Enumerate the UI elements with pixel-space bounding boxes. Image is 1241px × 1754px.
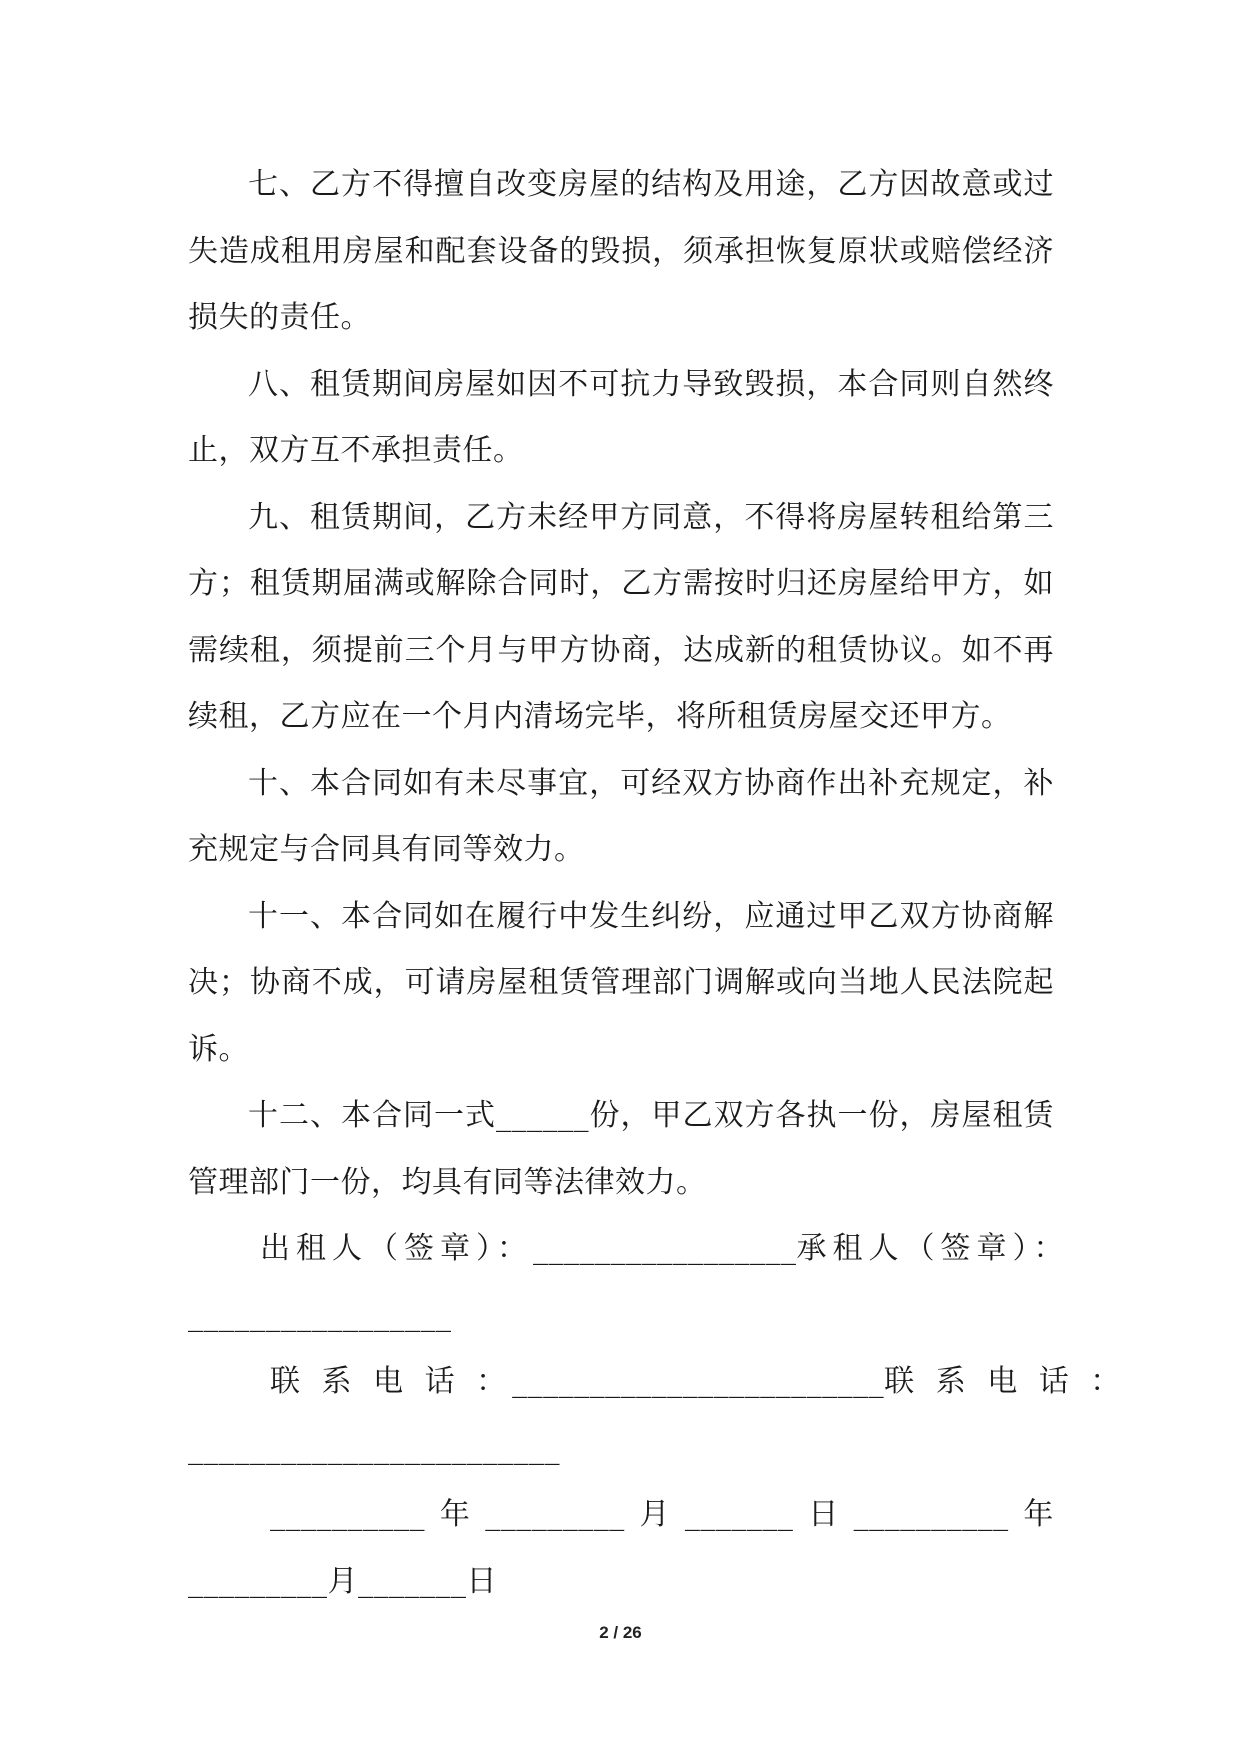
signature-block [188, 1216, 1127, 1615]
lessor-day-label: 日 [808, 1497, 839, 1532]
lessee-signature-blank: _________________ [188, 1297, 452, 1333]
lessee-month-blank: _________ [188, 1563, 328, 1599]
lessor-year-blank: __________ [270, 1497, 425, 1532]
lessee-day-label: 日 [466, 1563, 497, 1599]
lessee-year-blank: __________ [853, 1497, 1009, 1532]
clause-7: 七、乙方不得擅自改变房屋的结构及用途，乙方因故意或过失造成租用房屋和配套设备的毁损，须承担恢复原状或赔偿经济损失的责任。 [188, 167, 1054, 335]
lessee-year-label: 年 [1023, 1497, 1054, 1532]
lessee-month-label: 月 [327, 1563, 358, 1599]
lessor-label: 出租人（签章）： [260, 1231, 533, 1266]
clause-9: 九、租赁期间，乙方未经甲方同意，不得将房屋转租给第三方；租赁期届满或解除合同时，乙方需按时归还房屋给甲方，如需续租，须提前三个月与甲方协商，达成新的租赁协议。如不再续租，乙方应在一个月内清场完毕，将所租赁房屋交还甲方。 [188, 499, 1054, 734]
phone-row [188, 1349, 1127, 1416]
lessee-phone-blank: ________________________ [188, 1430, 560, 1466]
document-body [188, 152, 1127, 1615]
lessee-phone-row [188, 1416, 1054, 1483]
date-row [188, 1482, 1054, 1549]
lessor-year-label: 年 [439, 1497, 471, 1532]
lessor-month-blank: _________ [485, 1497, 625, 1532]
lessee-label: 承租人（签章）： [796, 1231, 1070, 1266]
clause-8: 八、租赁期间房屋如因不可抗力导致毁损，本合同则自然终止，双方互不承担责任。 [188, 366, 1054, 468]
lessor-phone-blank: ________________________ [512, 1364, 885, 1399]
lessor-phone-label: 联 系 电 话 ： [270, 1364, 513, 1399]
lessor-signature-blank: _________________ [533, 1231, 797, 1266]
lessee-day-blank: _______ [358, 1563, 467, 1599]
lessee-date-row [188, 1549, 1054, 1616]
page-number: 2 / 26 [599, 1623, 642, 1642]
clause-10: 十、本合同如有未尽事宜，可经双方协商作出补充规定，补充规定与合同具有同等效力。 [188, 765, 1054, 867]
clause-12: 十二、本合同一式______份，甲乙双方各执一份，房屋租赁管理部门一份，均具有同等法律效力。 [188, 1098, 1054, 1200]
lessor-month-label: 月 [639, 1497, 671, 1532]
lessor-day-blank: _______ [684, 1497, 794, 1532]
clause-11: 十一、本合同如在履行中发生纠纷，应通过甲乙双方协商解决；协商不成，可请房屋租赁管理部门调解或向当地人民法院起诉。 [188, 898, 1054, 1067]
lessee-signature-row [188, 1283, 1054, 1350]
lessee-phone-label: 联 系 电 话 ： [884, 1364, 1127, 1399]
signature-row [188, 1216, 1070, 1283]
